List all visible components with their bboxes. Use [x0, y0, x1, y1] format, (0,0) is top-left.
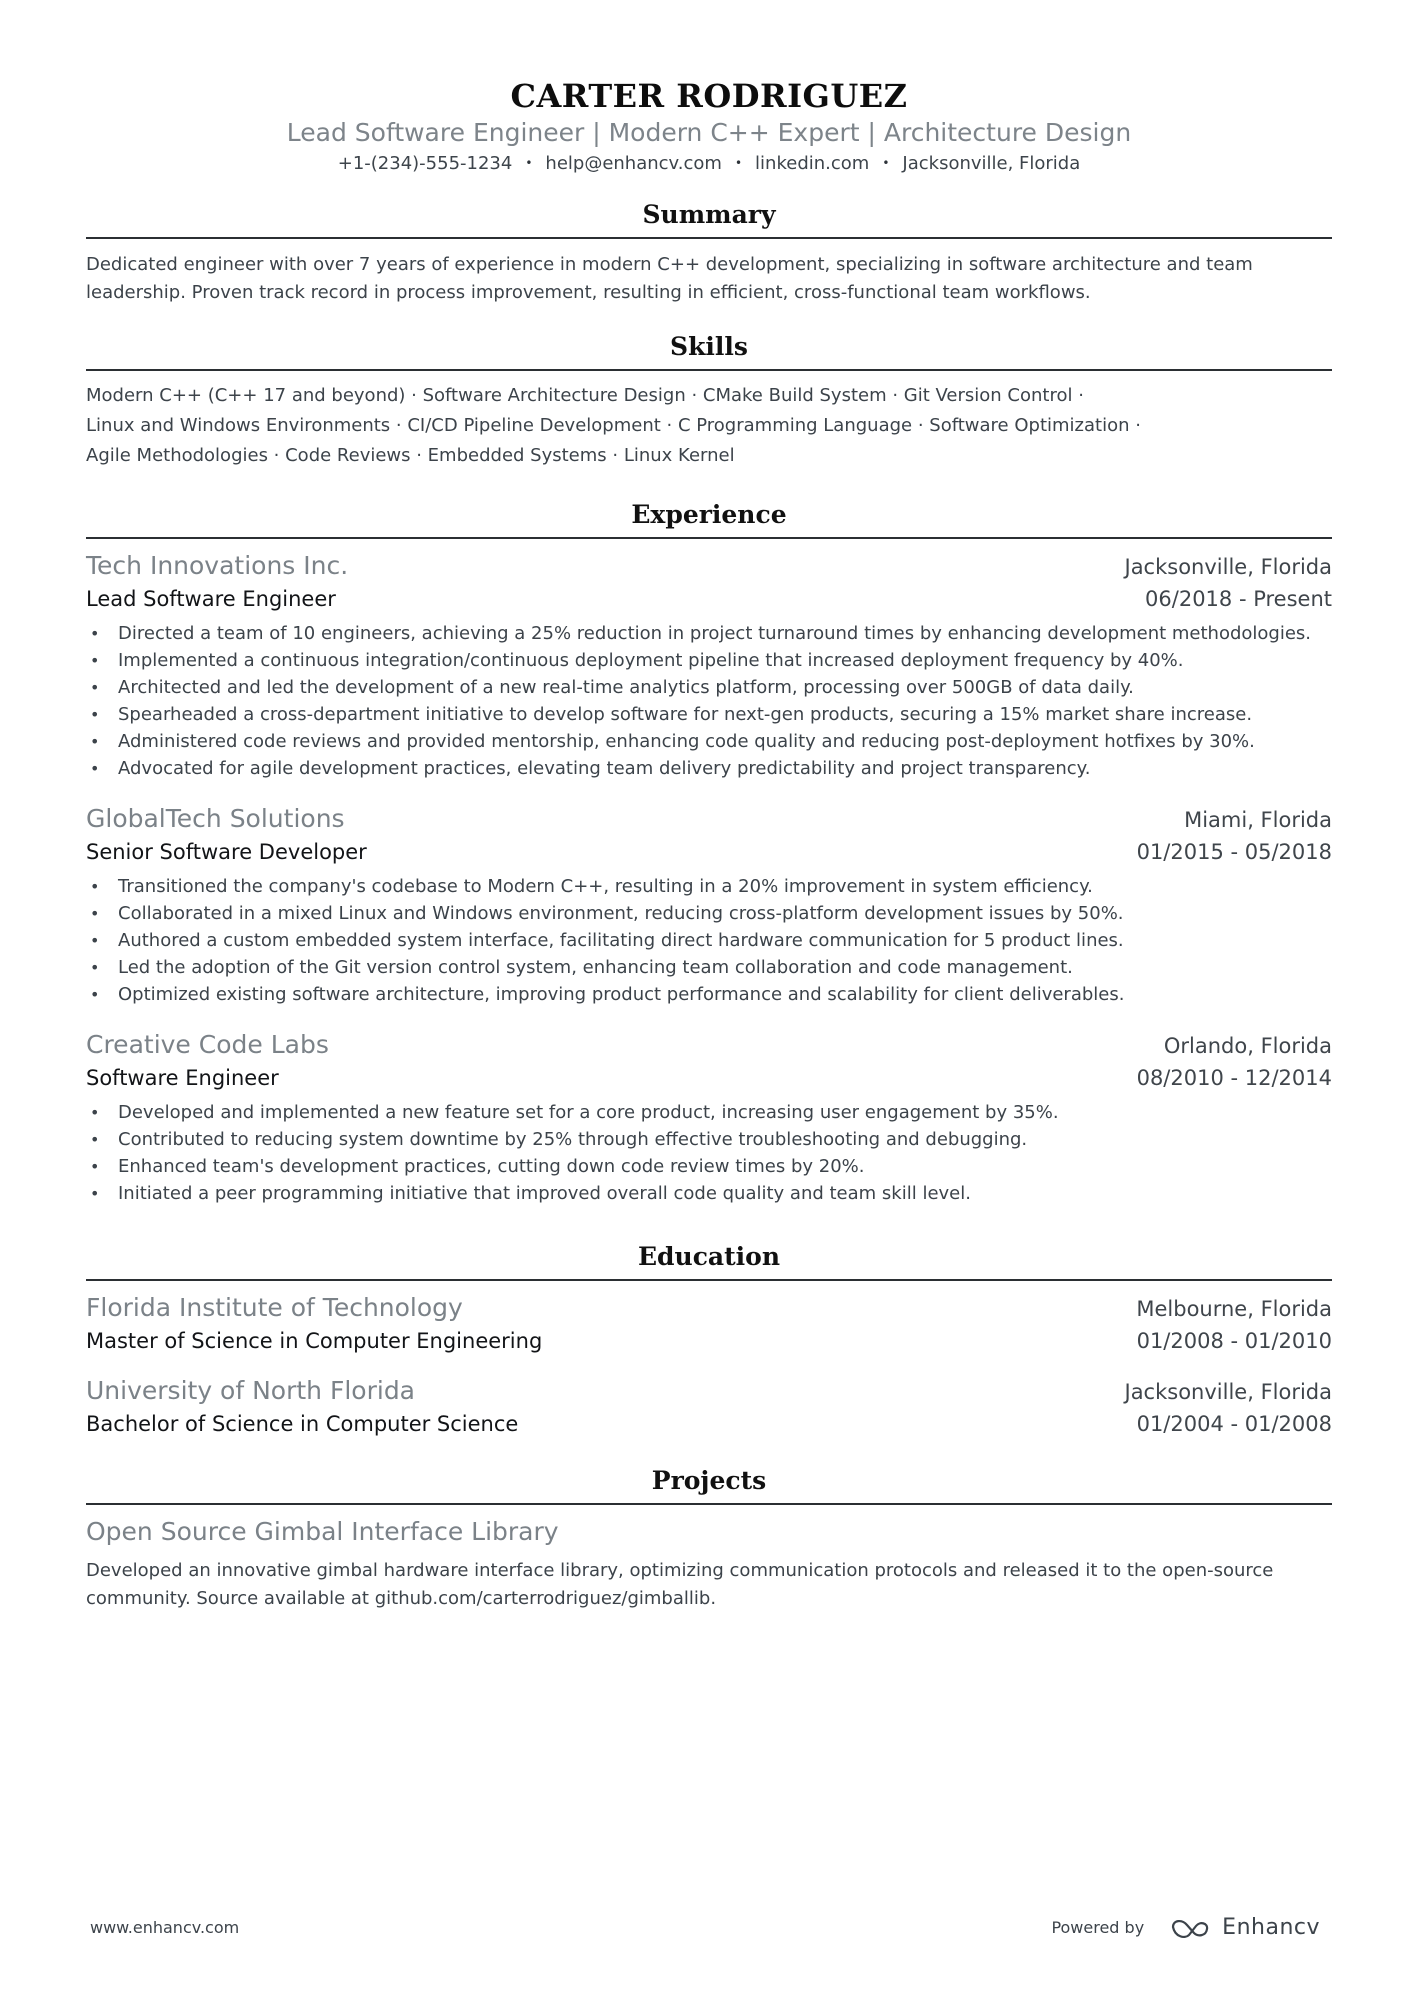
phone: +1-(234)-555-1234 [337, 153, 513, 174]
resume-page [86, 0, 1332, 1995]
achievement-list [86, 1099, 1332, 1207]
list-item: • Contributed to reducing system downtime by 25% through effective troubleshooting and debugging. [86, 1126, 1332, 1153]
job-location: Orlando, Florida [1163, 1034, 1332, 1058]
resume-header [86, 0, 1332, 177]
bullet-icon: • [90, 732, 100, 751]
education-dates: 01/2008 - 01/2010 [1136, 1329, 1332, 1353]
achievement-list [86, 620, 1332, 782]
separator-dot: • [882, 156, 890, 170]
bullet-icon: • [90, 931, 100, 950]
bullet-icon: • [90, 651, 100, 670]
company-name: GlobalTech Solutions [86, 804, 345, 833]
bullet-icon: • [90, 1184, 100, 1203]
summary-text: Dedicated engineer with over 7 years of experience in modern C++ development, specializing in software architecture and team leadership. Proven track record in process improvement, resulting in efficient, cross-functional team workflows. [86, 254, 1253, 303]
contact-line [86, 150, 1332, 177]
degree: Bachelor of Science in Computer Science [86, 1412, 519, 1436]
skills-list [86, 381, 1332, 471]
project-description: Developed an innovative gimbal hardware interface library, optimizing communication protocols and released it to the open-source community. Source available at github.com/carterrodriguez/gimballib. [86, 1560, 1274, 1609]
candidate-name: CARTER RODRIGUEZ [510, 77, 908, 115]
job-location: Jacksonville, Florida [1124, 555, 1332, 579]
list-item: • Spearheaded a cross-department initiative to develop software for next-gen products, securing a 15% market share increase. [86, 701, 1332, 728]
bullet-icon: • [90, 678, 100, 697]
list-item: • Authored a custom embedded system interface, facilitating direct hardware communication for 5 product lines. [86, 927, 1332, 954]
bullet-icon: • [90, 759, 100, 778]
experience-entry [86, 549, 1332, 782]
company-name: Creative Code Labs [86, 1030, 329, 1059]
education-section [86, 1241, 1332, 1439]
education-entry [86, 1291, 1332, 1356]
list-item: • Architected and led the development of a new real-time analytics platform, processing over 500GB of data daily. [86, 674, 1332, 701]
school-name: Florida Institute of Technology [86, 1293, 463, 1322]
separator-dot: • [525, 156, 533, 170]
powered-by-label: Powered by [1051, 1917, 1145, 1937]
job-title: Lead Software Engineer [86, 587, 336, 611]
infinity-logo-icon [1170, 1915, 1216, 1939]
list-item: • Administered code reviews and provided mentorship, enhancing code quality and reducing post-deployment hotfixes by 30%. [86, 728, 1332, 755]
list-item: • Directed a team of 10 engineers, achieving a 25% reduction in project turnaround times by enhancing development methodologies. [86, 620, 1332, 647]
bullet-icon: • [90, 985, 100, 1004]
bullet-icon: • [90, 877, 100, 896]
email-link[interactable]: help@enhancv.com [545, 153, 722, 174]
headline: Lead Software Engineer | Modern C++ Expert | Architecture Design [286, 118, 1132, 147]
list-item: • Advocated for agile development practices, elevating team delivery predictability and project transparency. [86, 755, 1332, 782]
list-item: • Optimized existing software architecture, improving product performance and scalability for client deliverables. [86, 981, 1332, 1008]
job-dates: 08/2010 - 12/2014 [1136, 1066, 1332, 1090]
section-title-experience: Experience [86, 499, 1332, 539]
powered-by [1051, 1915, 1320, 1940]
page-footer [90, 1912, 1320, 1942]
list-item: • Developed and implemented a new feature set for a core product, increasing user engagement by 35%. [86, 1099, 1332, 1126]
achievement-list [86, 873, 1332, 1008]
bullet-icon: • [90, 1103, 100, 1122]
school-location: Jacksonville, Florida [1124, 1380, 1332, 1404]
bullet-icon: • [90, 1130, 100, 1149]
school-name: University of North Florida [86, 1376, 416, 1405]
education-entry [86, 1374, 1332, 1439]
skills-section [86, 331, 1332, 471]
bullet-icon: • [90, 1157, 100, 1176]
summary-section [86, 199, 1332, 307]
section-title-education: Education [86, 1241, 1332, 1281]
project-name: Open Source Gimbal Interface Library [86, 1517, 559, 1546]
degree: Master of Science in Computer Engineering [86, 1329, 543, 1353]
bullet-icon: • [90, 624, 100, 643]
experience-entry [86, 1028, 1332, 1207]
skills-line: Modern C++ (C++ 17 and beyond) · Software Architecture Design · CMake Build System · Git Version Control · [86, 385, 1084, 406]
bullet-icon: • [90, 705, 100, 724]
company-name: Tech Innovations Inc. [86, 551, 349, 580]
section-title-skills: Skills [86, 331, 1332, 371]
experience-entry [86, 802, 1332, 1008]
bullet-icon: • [90, 904, 100, 923]
school-location: Melbourne, Florida [1136, 1297, 1332, 1321]
job-dates: 06/2018 - Present [1145, 587, 1332, 611]
skills-line: Agile Methodologies · Code Reviews · Embedded Systems · Linux Kernel [86, 445, 735, 466]
enhancv-logo-icon[interactable] [1170, 1915, 1320, 1940]
education-dates: 01/2004 - 01/2008 [1136, 1412, 1332, 1436]
skills-line: Linux and Windows Environments · CI/CD Pipeline Development · C Programming Language · Software Optimization · [86, 415, 1141, 436]
separator-dot: • [734, 156, 743, 170]
section-title-summary: Summary [86, 199, 1332, 239]
job-dates: 01/2015 - 05/2018 [1136, 840, 1332, 864]
list-item: • Implemented a continuous integration/continuous deployment pipeline that increased deployment frequency by 40%. [86, 647, 1332, 674]
list-item: • Led the adoption of the Git version control system, enhancing team collaboration and code management. [86, 954, 1332, 981]
list-item: • Transitioned the company's codebase to Modern C++, resulting in a 20% improvement in system efficiency. [86, 873, 1332, 900]
bullet-icon: • [90, 958, 100, 977]
location: Jacksonville, Florida [902, 153, 1081, 174]
brand-name: Enhancv [1222, 1914, 1320, 1940]
job-location: Miami, Florida [1184, 808, 1332, 832]
list-item: • Enhanced team's development practices, cutting down code review times by 20%. [86, 1153, 1332, 1180]
footer-url-link[interactable]: www.enhancv.com [90, 1917, 240, 1937]
job-title: Software Engineer [86, 1066, 279, 1090]
projects-section [86, 1465, 1332, 1613]
list-item: • Initiated a peer programming initiative that improved overall code quality and team skill level. [86, 1180, 1332, 1207]
project-entry [86, 1515, 1332, 1613]
job-title: Senior Software Developer [86, 840, 367, 864]
experience-section [86, 499, 1332, 1207]
linkedin-link[interactable]: linkedin.com [755, 153, 870, 174]
section-title-projects: Projects [86, 1465, 1332, 1505]
list-item: • Collaborated in a mixed Linux and Windows environment, reducing cross-platform development issues by 50%. [86, 900, 1332, 927]
